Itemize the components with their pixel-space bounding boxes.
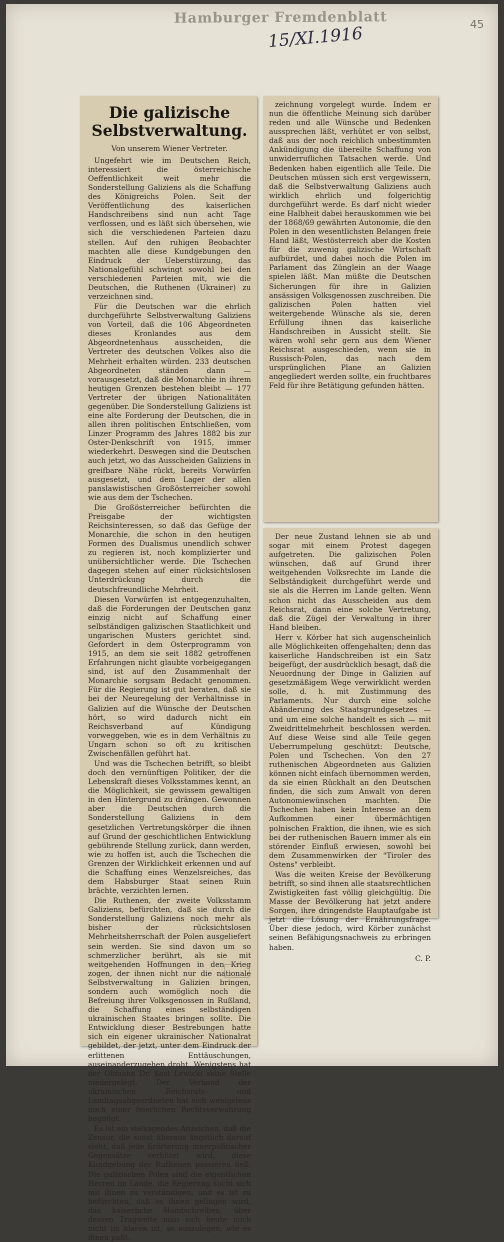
article-paragraph: Diesen Vorwürfen ist entgegenzuhalten, daß die Forderungen der Deutschen ganz einzig nicht auf Schaffung einer selbständigen galizischen Staatlichkeit und ungarischen Musters gerichtet sind. Gefordert in dem Osterprogramm von 1915, an dem sie seit 1882 getroffenen Erfahrungen nicht glaubte vorbeigegangen sind, ist auf den Zusammenhalt der Monarchie sorgsam Bedacht genommen. Für die Regierung ist gut beraten, daß sie bei der Neuregelung der Verhältnisse in Galizien auf die Wünsche der Deutschen hört, so wird dadurch nicht ein Reichsverband auf Kündigung vorweggeben, wie es in dem Verhältnis zu Ungarn schon so oft zu kritischen Zwischenfällen geführt hat. bbox=[88, 594, 251, 758]
archive-page-number: 45 bbox=[470, 18, 484, 31]
article-paragraph: Der neue Zustand lehnen sie ab und sogar mit einem Protest dagegen aufgetreten. Die galizischen Polen wünschen, daß auf Grund ihrer weitgehenden Volksrechte im Lande die Selbständigkeit durchgeführt werde und sie als die Herren im Lande gelten. Wenn schon nicht das Ausscheiden aus dem Reichsrat, dann eine solche Vertretung, daß die Zügel der Verwaltung in ihrer Hand bleiben. bbox=[269, 532, 431, 632]
article-paragraph: Die Ruthenen, der zweite Volksstamm Galiziens, befürchten, daß sie durch die Sonderstellung Galiziens noch mehr als bisher der rücksichtslosen Mehrheitsherrschaft der Polen ausgeliefert sein werden. Sie sind davon um so schmerzlicher berührt, als sie mit weitgehenden Hoffnungen in den Krieg zogen, der ihnen nicht nur die nationale Selbstverwaltung in Galizien bringen, sondern auch womöglich noch die Befreiung ihrer Volksgenossen in Rußland, die Schaffung eines selbständigen ukrainischen Staates bringen sollte. Die Entwicklung dieser Bestrebungen hatte sich ein eigener ukrainischer Nationalrat gebildet, der jetzt, unter dem Eindruck der erlittenen Enttäuschungen, auseinanderzugehen droht. Wenigstens hat der Obmann Dr. Kost Lewicki seine Stelle niedergelegt. Der Verband der ukrainischen Reichsrats- und Landtagsabgeordneten hat sich wenigstens noch einer feierlichen Rechtsverwahrung begnügt. bbox=[88, 896, 251, 1124]
article-clipping-right-lower bbox=[263, 528, 438, 963]
article-clipping-right-upper bbox=[263, 96, 438, 522]
handwritten-date: 15/XI.1916 bbox=[267, 23, 364, 53]
headline-line-2: Selbstverwaltung. bbox=[91, 120, 248, 140]
headline-line-1: Die galizische bbox=[108, 103, 231, 122]
newspaper-name-stamp: Hamburger Fremdenblatt bbox=[173, 9, 388, 27]
faded-archive-stamp bbox=[224, 964, 250, 978]
article-paragraph: Ungefehrt wie im Deutschen Reich, interessiert die österreichische Oeffentlichkeit weit mehr die Sonderstellung Galiziens als die Schaffung des Königreichs Polen. Seit der Veröffentlichung des kaiserlichen Handschreibens sind nun acht Tage verflossen, und es läßt sich übersehen, wie sich die verschiedenen Parteien dazu stellen. Auf den ruhigen Beobachter machten alle diese Kundgebungen den Eindruck der Ueberstürzung, das Nationalgefühl schwingt sowohl bei den verschiedenen Parteien mit, wie die Deutschen, die Ruthenen (Ukrainer) zu verzeichnen sind. bbox=[88, 155, 251, 302]
article-byline: Von unserem Wiener Vertreter. bbox=[111, 143, 228, 153]
article-paragraph: Es ist ein vielsagendes Anzeichen, daß die Zensur, die sonst überaus ängstlich darauf sieht, daß jede Erörterung innerpolitischer Gegensätze verhütet wird, diese Kundgebung der Ruthenen passieren ließ. Die galizischen Polen sind die eigentlichen Herren im Lande, die Regierung sucht sich mit ihnen zu verständigen, und es ist zu befürchten, daß es ihnen gelingen wird, das kaiserliche Handschreiben, über dessen Tragweite man sich heute noch nicht im klaren ist, so auszulegen, wie es ihnen paßt. bbox=[88, 1124, 251, 1242]
article-clipping-left-column bbox=[80, 96, 257, 1242]
article-paragraph: Herr v. Körber hat sich augenscheinlich alle Möglichkeiten offengehalten; denn das kaiserliche Handschreiben ist ein Satz beigefügt, der ausdrücklich besagt, daß die Neuordnung der Dinge in Galizien auf gesetzmäßigem Wege verwirklicht werden solle, d. h. mit Zustimmung des Parlaments. Nur durch eine solche Abänderung des Staatsgrundgesetzes — und um eine solche handelt es sich — mit Zweidrittelmehrheit beschlossen werden. Auf diese Weise sind alle Teile gegen Ueberrumpelung geschützt: Deutsche, Polen und Tschechen. Von den 27 ruthenischen Abgeordneten aus Galizien können nicht einfach übernommen werden, da sie einen Rückhalt an den Deutschen finden, die sich zum Anwalt von deren Autonomiewünschen machten. Die Tschechen haben kein Interesse an dem Aufkommen einer übermächtigen polnischen Fraktion, die ihnen, wie es sich bei der ruthenischen Bauern immer als ein störender Einfluß erwiesen, sowohl bei dem Zusammenwirken der "Tiroler des Ostens" verbleibt. bbox=[269, 632, 431, 869]
article-paragraph: Und was die Tschechen betrifft, so bleibt doch den vernünftigen Politiker, der die Lebenskraft dieses Volksstammes kennt, an die Möglichkeit, sie gewissem gewaltigen in den Hintergrund zu drängen. Gewonnen aber die Deutschen durch die Sonderstellung Galiziens in dem gesetzlichen Vertretungskörper die ihnen auf Grund der geschichtlichen Entwicklung gebührende Stellung zurück, dann werden, wie zu hoffen ist, auch die Tschechen die Grenzen der Wirklichkeit erkennen und auf die Schaffung eines Wenzelsreiches, das dem Habsburger Staat seinen Ruin brächte, verzichten lernen. bbox=[88, 759, 251, 896]
article-signature: C. P. bbox=[415, 953, 431, 963]
article-paragraph: Die Großösterreicher befürchten die Preisgabe der wichtigsten Reichsinteressen, so daß das Gefüge der Monarchie, die schon in den heutigen Formen des Dualismus unendlich schwer zu regieren ist, noch komplizierter und unübersichtlicher werde. Die Tschechen dagegen stehen auf einer rücksichtslosen Unterdrückung durch die deutschfreundliche Mehrheit. bbox=[88, 502, 251, 594]
article-paragraph: zeichnung vorgelegt wurde. Indem er nun die öffentliche Meinung sich darüber reden und alle Wünsche und Bedenken aussprechen läßt, verhütet er von selbst, daß aus der noch reichlich unbestimmten Ankündigung die übereilte Schaffung von unwiderruflichen Tatsachen werde. Und Bedenken haben eigentlich alle Teile. Die Deutschen müssen sich erst vergewissern, daß die Selbstverwaltung Galiziens auch wirklich ehrlich und folgerichtig durchgeführt werde. Es darf nicht wieder eine Halbheit dabei herauskommen wie bei der 1868/69 gewährten Autonomie, die den Polen in den wesentlichsten Belangen freie Hand läßt, Westösterreich aber die Kosten für die zuwenig galizische Wirtschaft aufbürdet, und dabei noch die Polen im Parlament das Zünglein an der Waage spielen läßt. Man müßte die Deutschen Sicherungen für ihre in Galizien ansässigen Volksgenossen zuschreiben. Die galizischen Polen hatten viel weitergehende Wünsche als sie, deren Erfüllung ihnen das kaiserliche Handschreiben in Aussicht stellt. Sie wären wohl sehr gern aus dem Wiener Reichsrat ausgeschieden, wenn sie in Russisch-Polen, das nach dem ursprünglichen Plane an Galizien angegliedert werden sollte, ein fruchtbares Feld für ihre Betätigung gefunden hätten. bbox=[269, 100, 431, 391]
article-paragraph: Was die weiten Kreise der Bevölkerung betrifft, so sind ihnen alle staatsrechtlichen Zwistigkeiten fast völlig gleichgültig. Die Masse der Bevölkerung hat jetzt andere Sorgen, ihre dringendste Hauptaufgabe ist jetzt die Lösung der Ernährungsfrage. Über diese jedoch, wird Körber zunächst seinen Befähigungsnachweis zu erbringen haben. bbox=[269, 869, 431, 952]
article-headline bbox=[88, 104, 251, 140]
article-paragraph: Für die Deutschen war die ehrlich durchgeführte Selbstverwaltung Galiziens von Vorteil, daß die 106 Abgeordneten dieses Kronlandes aus dem Abgeordnetenhaus ausscheiden, die Vertreter des deutschen Volkes also die Mehrheit erhalten würden. 233 deutschen Abgeordneten ständen dann — vorausgesetzt, daß die Monarchie in ihrem heutigen Grenzen bestehen bleibt — 177 Vertreter der übrigen Nationalitäten gegenüber. Die Sonderstellung Galiziens ist eine alte Forderung der Deutschen, die in allen ihren politischen Entschließen, vom Linzer Programm des Jahres 1882 bis zur Oster-Denkschrift von 1915, immer wiederkehrt. Deswegen sind die Deutschen auch jetzt, wo das Ausscheiden Galiziens in greifbare Nähe rückt, bereits Vorwürfen ausgesetzt, und dem Lager der allen panslawistischen Großösterreicher sowohl wie aus dem der Tschechen. bbox=[88, 302, 251, 502]
